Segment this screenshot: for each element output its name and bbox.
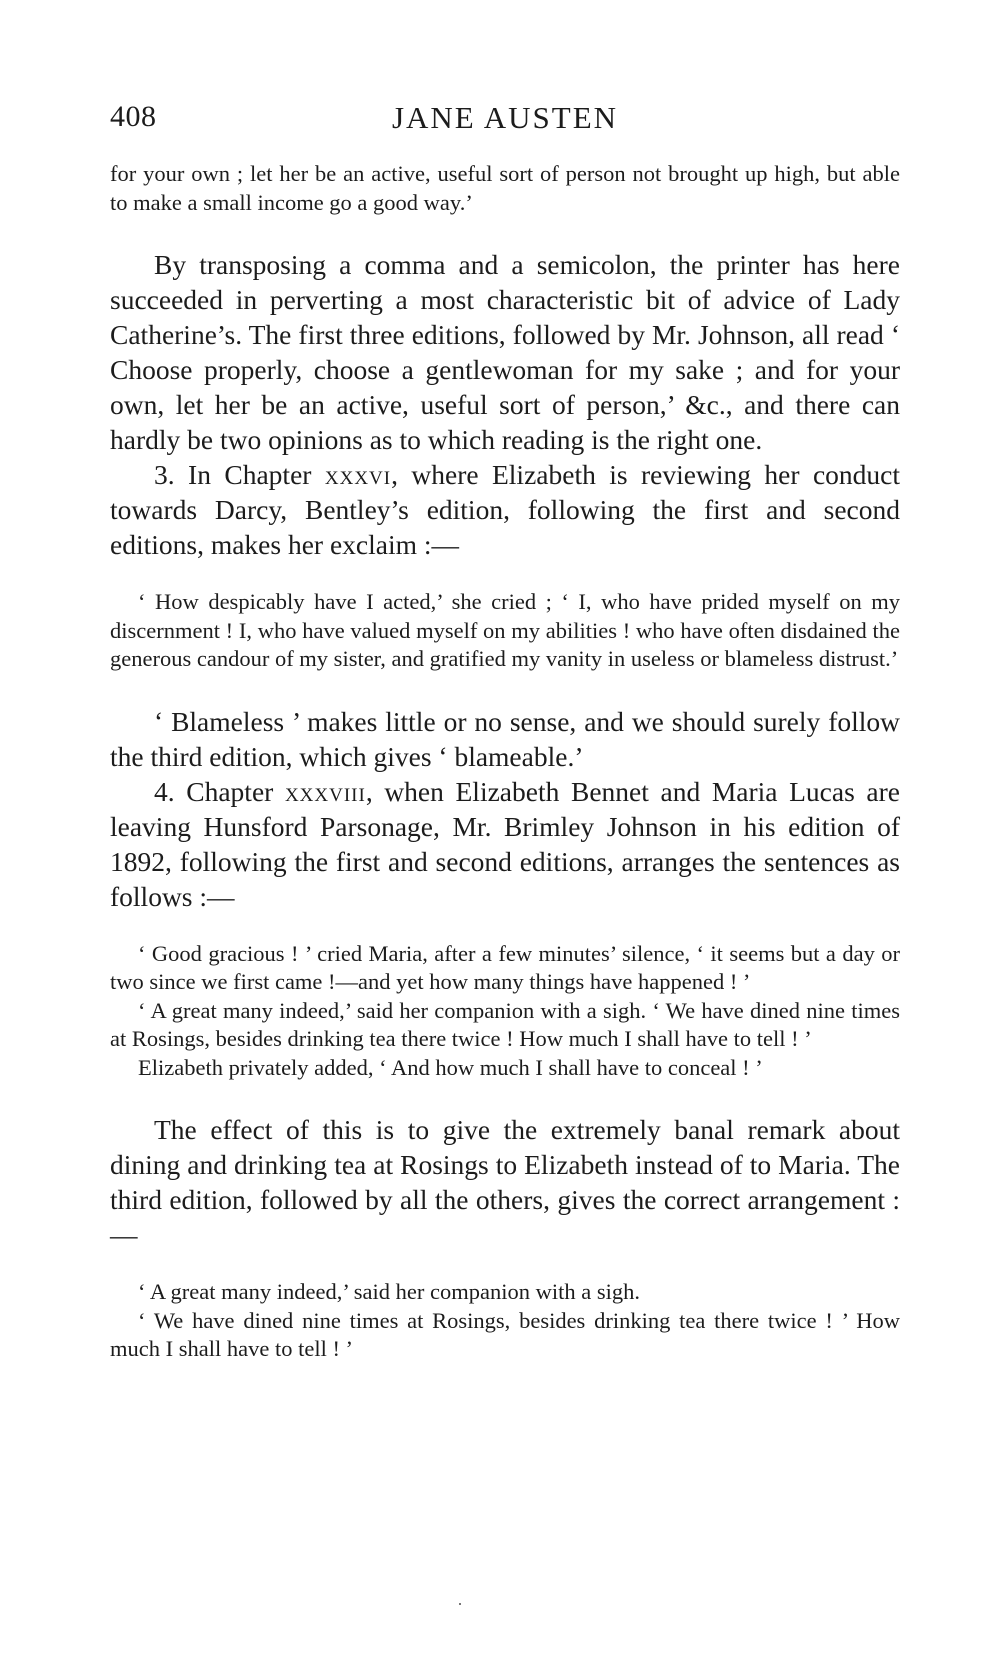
running-head xyxy=(110,100,900,160)
quote-great-many: ‘ A great many indeed,’ said her companion with a sigh. ‘ We have dined nine times at Rosings, besides drinking tea there twice ! How much I shall have to tell ! ’ xyxy=(110,997,900,1051)
page-number: 408 xyxy=(110,100,157,133)
paragraph-chapter-38 xyxy=(110,774,900,914)
paragraph-blameless: ‘ Blameless ’ makes little or no sense, and we should surely follow the third edition, which gives ‘ blameable.’ xyxy=(110,705,900,772)
quote-correct-2: ‘ We have dined nine times at Rosings, besides drinking tea there twice ! ’ How much I shall have to tell ! ’ xyxy=(110,1307,900,1361)
paragraph-chapter-38-rest: , when Elizabeth Bennet and Maria Lucas are leaving Hunsford Parsonage, Mr. Brimley Johnson in his edition of 1892, following the first and second editions, arranges the sentences as follows :— xyxy=(110,775,900,912)
quote-good-gracious: ‘ Good gracious ! ’ cried Maria, after a few minutes’ silence, ‘ it seems but a day or two since we first came !—and yet how many things have happened ! ’ xyxy=(110,940,900,994)
paragraph-chapter-36 xyxy=(110,457,900,562)
quote-despicably: ‘ How despicably have I acted,’ she cried ; ‘ I, who have prided myself on my discernment ! I, who have valued myself on my abilities ! who have often disdained the generous candour of my sister, and gratified my vanity in useless or blameless distrust.’ xyxy=(110,589,900,671)
print-speck xyxy=(459,1603,461,1605)
spacer xyxy=(110,1082,900,1112)
paragraph-transposing: By transposing a comma and a semicolon, the printer has here succeeded in perverting a most characteristic bit of advice of Lady Catherine’s. The first three editions, followed by Mr. Johnson, all read ‘ Choose properly, choose a gentlewoman for my sake ; and for your own, let her be an active, useful sort of person,’ &c., and there can hardly be two opinions as to which reading is the right one. xyxy=(110,249,900,455)
spacer xyxy=(110,914,900,940)
quote-privately-added: Elizabeth privately added, ‘ And how much I shall have to conceal ! ’ xyxy=(138,1054,763,1080)
quote-correct-1: ‘ A great many indeed,’ said her companion with a sigh. xyxy=(138,1279,640,1304)
chapter-numeral-36: xxxvi xyxy=(324,459,392,490)
spacer xyxy=(110,674,900,704)
spacer xyxy=(110,217,900,247)
paragraph-chapter-38-lead: 4. Chapter xyxy=(154,775,285,807)
spacer xyxy=(110,562,900,588)
running-title: JANE AUSTEN xyxy=(391,100,619,135)
paragraph-chapter-36-lead: 3. In Chapter xyxy=(154,459,325,490)
paragraph-effect: The effect of this is to give the extremely banal remark about dining and drinking tea at Rosings to Elizabeth instead of to Maria. The third edition, followed by all the others, gives the correct arrangement :— xyxy=(110,1114,900,1250)
book-page xyxy=(110,0,900,1671)
chapter-numeral-38: xxxviii xyxy=(284,775,366,807)
quote-continuation: for your own ; let her be an active, useful sort of person not brought up high, but able to make a small income go a good way.’ xyxy=(110,161,900,215)
spacer xyxy=(110,1252,900,1278)
paragraph-chapter-36-rest: , where Elizabeth is reviewing her conduct towards Darcy, Bentley’s edition, following the first and second editions, makes her exclaim :— xyxy=(110,459,901,560)
